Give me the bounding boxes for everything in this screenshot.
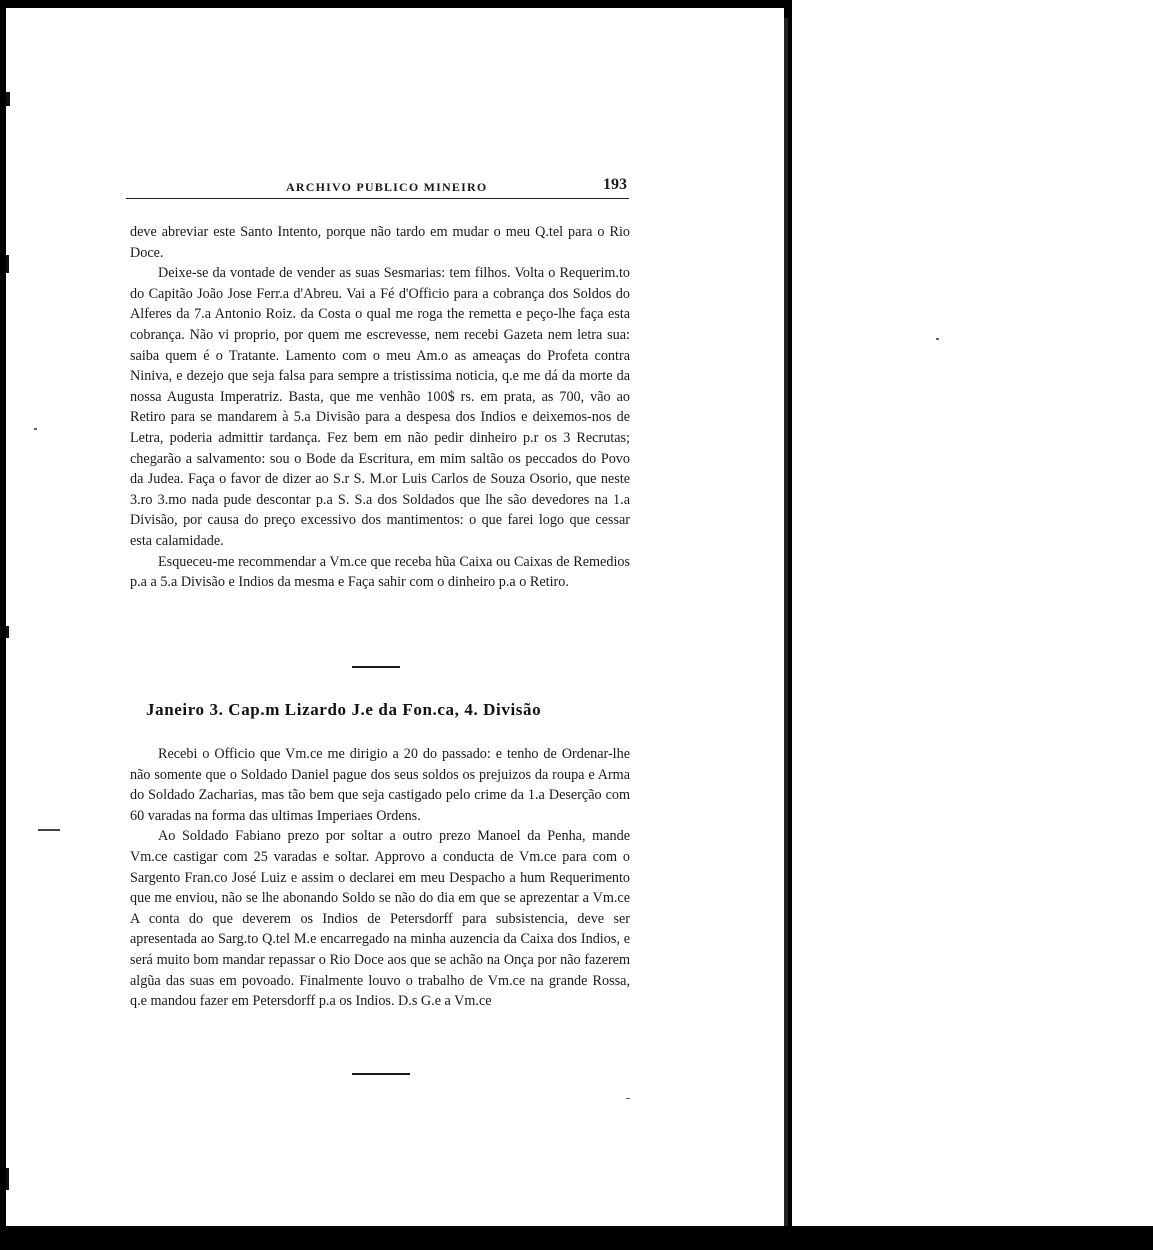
- scan-edge-mark: [6, 92, 10, 106]
- scan-speck: [34, 428, 37, 430]
- paragraph: Recebi o Officio que Vm.ce me dirigio a 20 do passado: e tenho de Ordenar-lhe não somente que o Soldado Daniel pague dos seus soldos os prejuizos da roupa e Arma do Soldado Zacharias, mas tão bem que seja castigado pelo crime da 1.a Deserção com 60 varadas na forma das ultimas Imperiaes Ordens.: [130, 746, 630, 824]
- scan-edge-mark: [38, 829, 60, 831]
- section-separator: [352, 1073, 410, 1075]
- scan-edge-mark: [6, 1168, 9, 1190]
- letter-2-heading: Janeiro 3. Cap.m Lizardo J.e da Fon.ca, 4. Divisão: [146, 700, 542, 719]
- page-number: 193: [603, 176, 627, 193]
- scan-edge-mark: [784, 18, 788, 1226]
- letter-1-body: [130, 222, 630, 593]
- scan-edge-mark: [6, 255, 9, 273]
- paragraph: Ao Soldado Fabiano prezo por soltar a outro prezo Manoel da Penha, mande Vm.ce castigar com 25 varadas e soltar. Approvo a conducta de Vm.ce para com o Sargento Fran.co José Luiz e assim o declarei em meu Despacho a hum Requerimento que me enviou, não se lhe abonando Soldo se não do dia em que se aprezentar a Vm.ce A conta do que deverem os Indios de Petersdorff para subsistencia, deve ser apresentada ao Sarg.to Q.tel M.e encarregado na minha auzencia da Caixa dos Indios, e será muito bom mandar repassar o Rio Doce aos que se achão na Onça por não fazerem algũa das suas em povoado. Finalmente louvo o trabalho de Vm.ce na grande Rossa, q.e mandou fazer em Petersdorff p.a os Indios. D.s G.e a Vm.ce: [130, 828, 630, 1010]
- scan-speck: [936, 338, 939, 340]
- paragraph: Deixe-se da vontade de vender as suas Sesmarias: tem filhos. Volta o Requerim.to do Capitão João Jose Ferr.a d'Abreu. Vai a Fé d'Officio para a cobrança dos Soldos do Alferes da 7.a Antonio Roiz. da Costa o qual me roga the remetta e peço-lhe faça esta cobrança. Não vi proprio, por quem me escrevesse, nem recebi Gazeta nem letra sua: saiba quem é o Tratante. Lamento com o meu Am.o as ameaças do Profeta contra Niniva, e dezejo que seja falsa para sempre a tristissima noticia, q.e me dá da morte da nossa Augusta Imperatriz. Basta, que me venhão 100$ rs. em prata, as 700, vão ao Retiro para se mandarem à 5.a Divisão para a despesa dos Indios e deixemos-nos de Letra, poderia admittir tardança. Fez bem em não pedir dinheiro p.r os 3 Recrutas; chegarão a salvamento: sou o Bode da Escritura, em mim saltão os peccados do Povo da Judea. Faça o favor de dizer ao S.r S. M.or Luis Carlos de Souza Osorio, que neste 3.ro 3.mo nada pude descontar p.a S. S.a dos Soldados que lhe são devedores na 1.a Divisão, por causa do preço excessivo dos mantimentos: o que farei logo que cessar esta calamidade.: [130, 265, 630, 549]
- scan-speck: [626, 1098, 630, 1099]
- section-separator: [352, 666, 400, 668]
- running-title: ARCHIVO PUBLICO MINEIRO: [286, 180, 488, 194]
- letter-2-body: [130, 744, 630, 1012]
- paragraph: Esqueceu-me recommendar a Vm.ce que receba hũa Caixa ou Caixas de Remedios p.a a 5.a Divisão e Indios da mesma e Faça sahir com o dinheiro p.a o Retiro.: [130, 553, 630, 591]
- right-page: [792, 0, 1153, 1226]
- page-header: [126, 176, 629, 199]
- paragraph: deve abreviar este Santo Intento, porque não tardo em mudar o meu Q.tel para o Rio Doce.: [130, 224, 630, 261]
- scan-edge-mark: [6, 626, 9, 638]
